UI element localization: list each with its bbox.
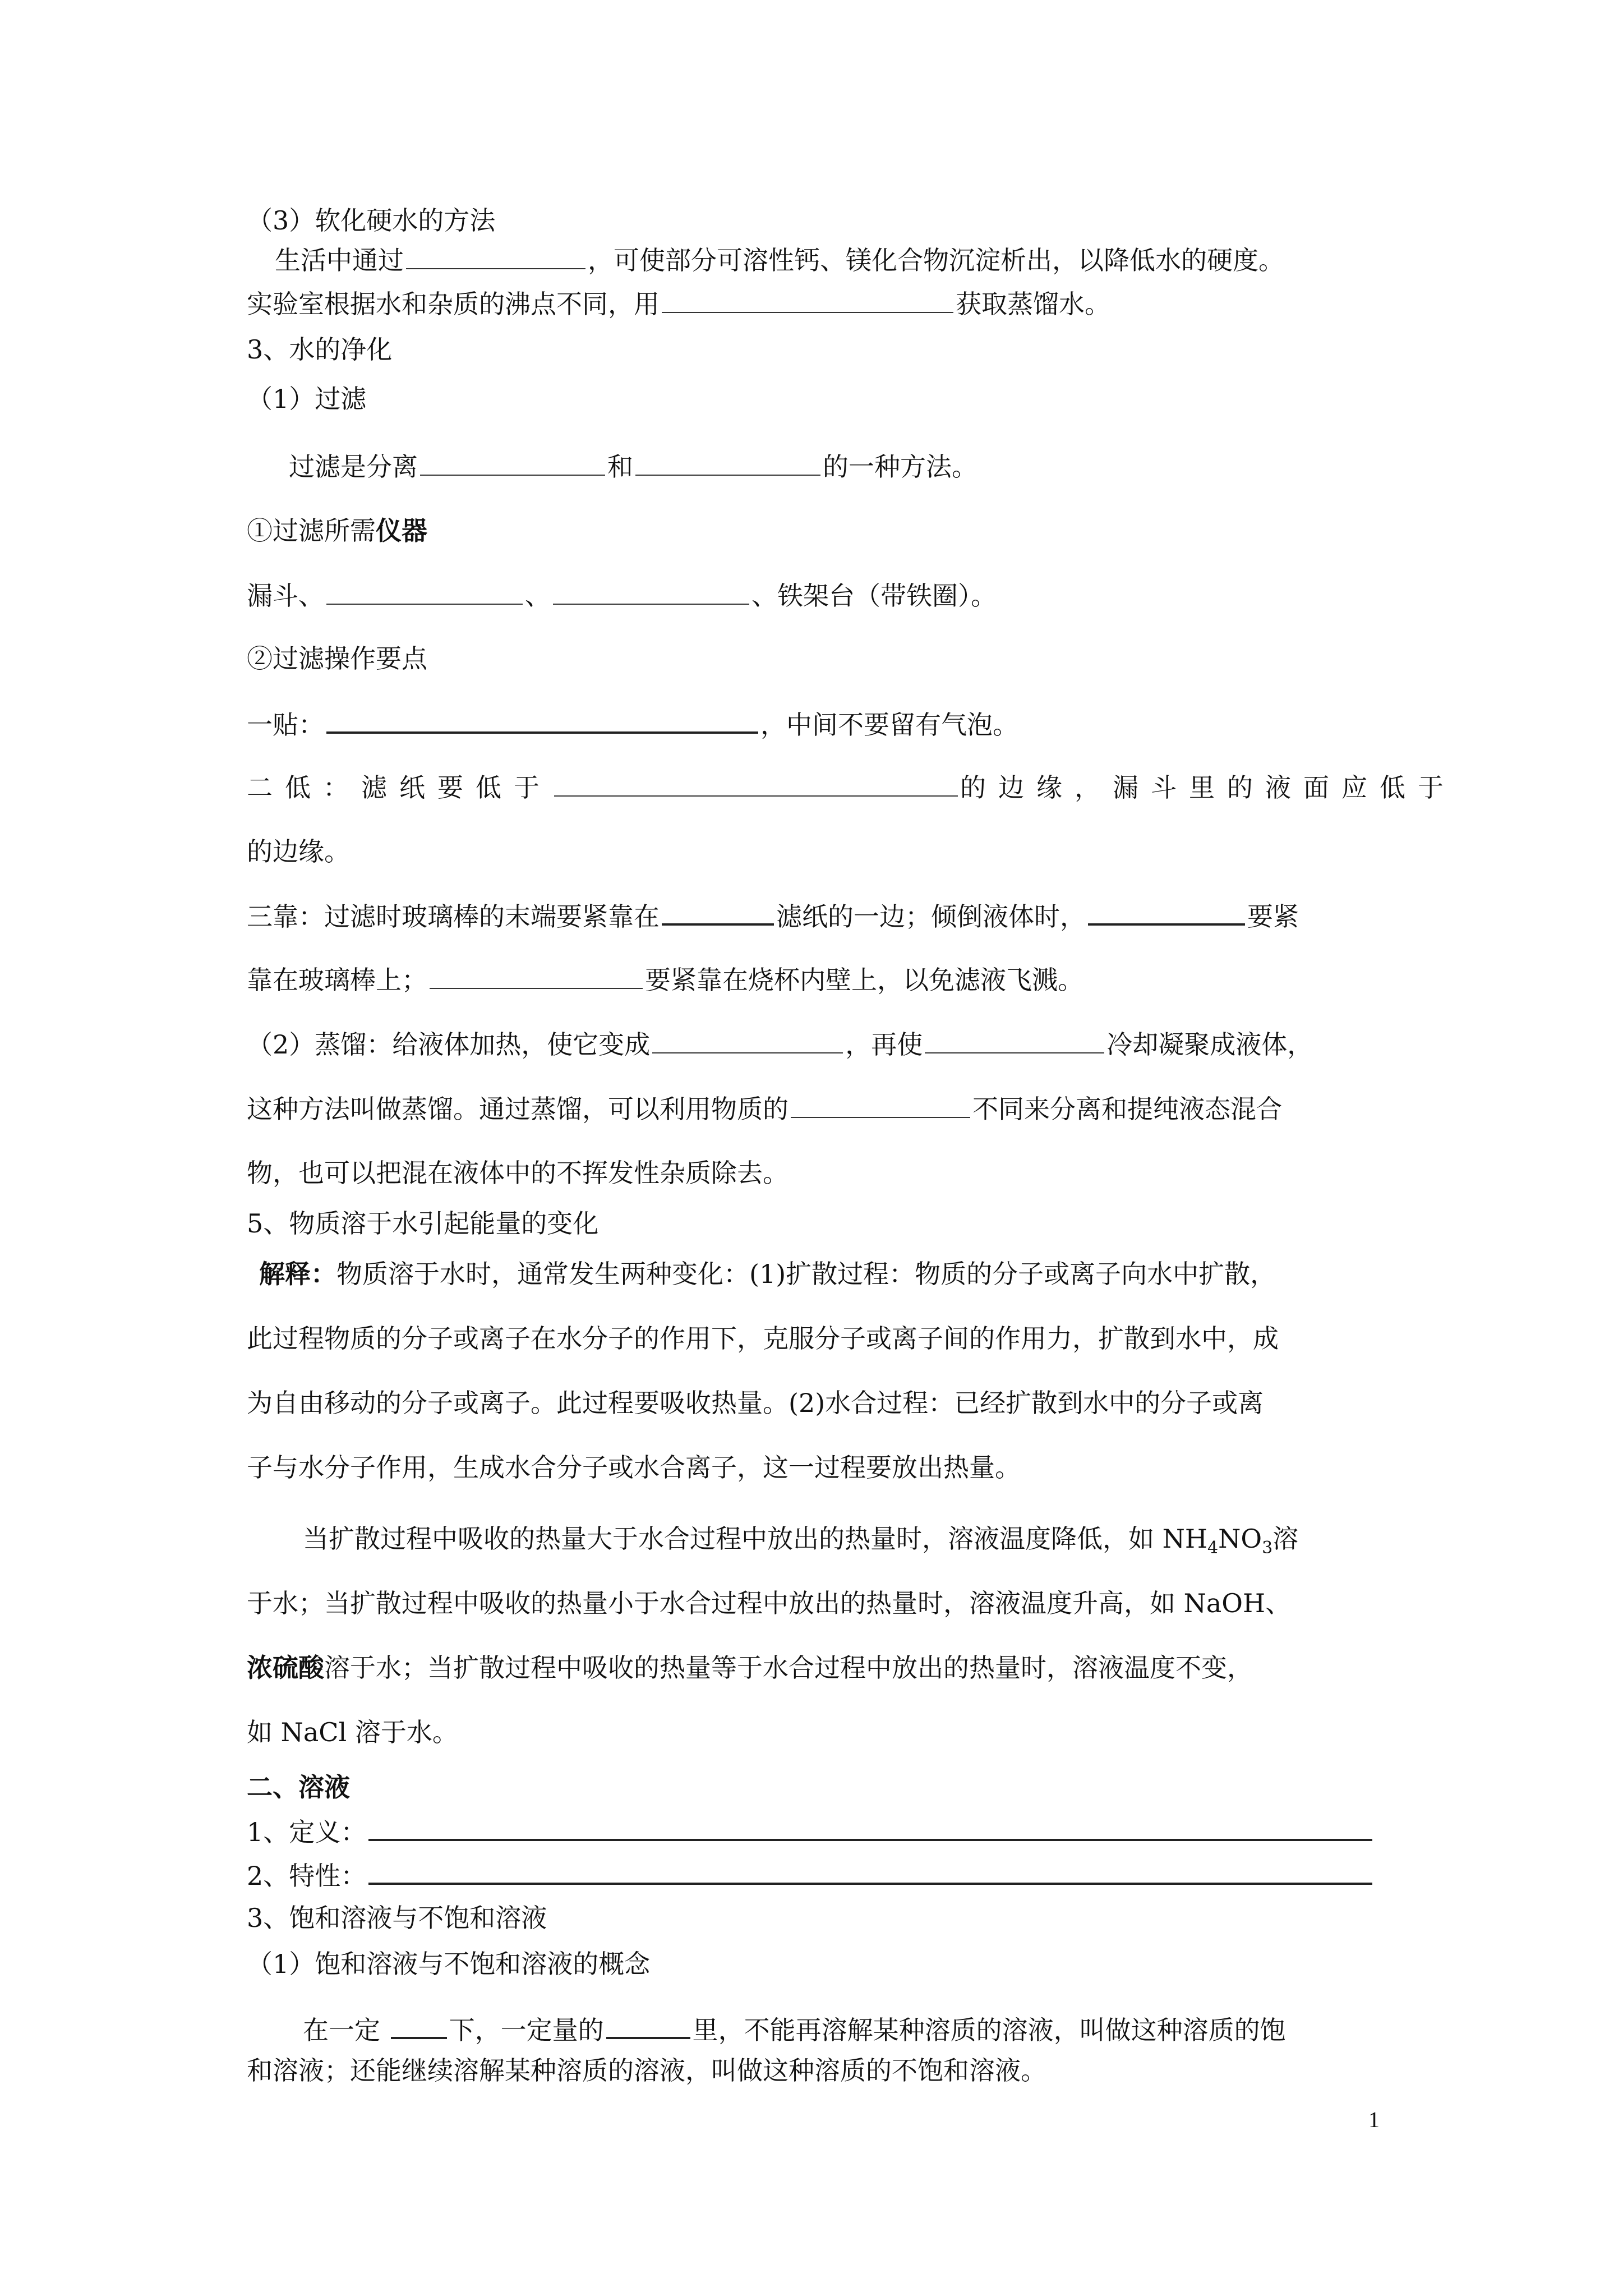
- definition-line: [247, 1813, 1391, 1849]
- blank-instrument-1[interactable]: [326, 578, 523, 605]
- sankao-line-2: [247, 962, 1391, 997]
- sankao-line-1: [247, 898, 1391, 934]
- bold-text: 浓硫酸: [247, 1653, 324, 1683]
- concept-heading: （1）饱和溶液与不饱和溶液的概念: [247, 1949, 651, 1979]
- text: ，中间不要留有气泡。: [760, 710, 1018, 740]
- text: 不同来分离和提纯液态混合: [972, 1094, 1282, 1124]
- text: 里，不能再溶解某种溶质的溶液，叫做这种溶质的饱: [692, 2015, 1286, 2045]
- blank-instrument-2[interactable]: [553, 578, 749, 605]
- text: 冷却凝聚成液体，: [1106, 1029, 1313, 1060]
- text: 和: [607, 452, 633, 482]
- blank-filter-1[interactable]: [420, 449, 605, 476]
- text: 过滤是分离: [289, 452, 418, 482]
- blank-sankao-3[interactable]: [430, 962, 643, 989]
- bold-text: 仪器: [376, 516, 427, 546]
- text: 当扩散过程中吸收的热量大于水合过程中放出的热量时，溶液温度降低，如: [303, 1524, 1154, 1554]
- instruments-heading: [247, 513, 1391, 548]
- explanation-line-1: [259, 1257, 1403, 1291]
- explanation-line-4: 子与水分子作用，生成水合分子或水合离子，这一过程要放出热量。: [247, 1452, 1021, 1483]
- text: ①过滤所需: [247, 516, 376, 546]
- section-heading-solution: 二、溶液: [247, 1772, 350, 1802]
- blank-distill-2[interactable]: [925, 1027, 1104, 1053]
- blank-sankao-2[interactable]: [1088, 898, 1245, 926]
- text: 的一种方法。: [823, 452, 978, 482]
- text: 二低：滤纸要低于: [247, 772, 552, 803]
- section-heading-softening: （3）软化硬水的方法: [247, 205, 496, 236]
- text: 获取蒸馏水。: [956, 289, 1110, 319]
- text: 滤纸的一边；倾倒液体时，: [776, 901, 1086, 932]
- blank-yitie[interactable]: [326, 706, 758, 734]
- distillation-line-1: [247, 1027, 1391, 1062]
- distillation-line-3: 物，也可以把混在液体中的不挥发性杂质除去。: [247, 1158, 789, 1188]
- concept-line-2: 和溶液；还能继续溶解某种溶质的溶液，叫做这种溶质的不饱和溶液。: [247, 2055, 1046, 2086]
- saturated-heading: 3、饱和溶液与不饱和溶液: [247, 1903, 547, 1933]
- text: 实验室根据水和杂质的沸点不同，用: [247, 289, 660, 319]
- text: 要紧: [1247, 901, 1299, 932]
- text: 的边缘，漏斗里的液面应低于: [960, 772, 1456, 803]
- blank-sankao-1[interactable]: [662, 898, 774, 926]
- text: 2、特性：: [247, 1861, 367, 1891]
- energy-para-line-1: [303, 1521, 1447, 1566]
- text: 溶: [1272, 1524, 1299, 1554]
- subscript: 3: [1262, 1538, 1273, 1558]
- formula-text: NO: [1218, 1524, 1262, 1554]
- blank-erdi[interactable]: [554, 770, 958, 797]
- text: 下，一定量的: [449, 2015, 604, 2045]
- blank-concept-2[interactable]: [606, 2011, 690, 2039]
- blank-definition[interactable]: [368, 1813, 1372, 1841]
- subscript: 4: [1207, 1538, 1219, 1558]
- distillation-line-2: [247, 1091, 1391, 1126]
- text: 物质溶于水时，通常发生两种变化：(1)扩散过程：物质的分子或离子向水中扩散，: [336, 1259, 1276, 1289]
- bold-text: 解释：: [259, 1259, 336, 1289]
- property-line: [247, 1857, 1391, 1893]
- text: 、: [525, 581, 551, 611]
- explanation-line-2: 此过程物质的分子或离子在水分子的作用下，克服分子或离子间的作用力，扩散到水中，成: [247, 1323, 1279, 1354]
- subheading-filtration: （1）过滤: [247, 384, 367, 414]
- page-number: 1: [1368, 2107, 1380, 2132]
- text: 溶于水；当扩散过程中吸收的热量等于水合过程中放出的热量时，溶液温度不变，: [324, 1653, 1253, 1683]
- text: ，再使: [845, 1029, 923, 1060]
- text: （2）蒸馏：给液体加热，使它变成: [247, 1029, 651, 1060]
- section-heading-energy: 5、物质溶于水引起能量的变化: [247, 1208, 599, 1239]
- blank-distill-1[interactable]: [652, 1027, 843, 1053]
- softening-line-2: [247, 286, 1391, 321]
- formula-text: NH: [1162, 1524, 1207, 1554]
- yitie-line: [247, 706, 1391, 742]
- text: 要紧靠在烧杯内壁上，以免滤液飞溅。: [645, 965, 1083, 995]
- filtration-definition: [289, 449, 1433, 484]
- softening-line-1: [275, 242, 1419, 278]
- text: 三靠：过滤时玻璃棒的末端要紧靠在: [247, 901, 660, 932]
- erdi-line-1: [247, 770, 1456, 805]
- text: 1、定义：: [247, 1817, 367, 1847]
- instruments-line: [247, 578, 1391, 613]
- text: 、铁架台（带铁圈）。: [751, 581, 997, 611]
- energy-para-line-2: 于水；当扩散过程中吸收的热量小于水合过程中放出的热量时，溶液温度升高，如 NaOH、: [247, 1588, 1292, 1618]
- text: ，可使部分可溶性钙、镁化合物沉淀析出，以降低水的硬度。: [588, 245, 1284, 275]
- text: 靠在玻璃棒上；: [247, 965, 427, 995]
- text: 在一定: [303, 2015, 380, 2045]
- erdi-line-2: 的边缘。: [247, 836, 350, 867]
- operation-points-heading: ②过滤操作要点: [247, 643, 427, 674]
- energy-para-line-3: [247, 1650, 1391, 1685]
- blank-property[interactable]: [368, 1857, 1372, 1885]
- explanation-line-3: 为自由移动的分子或离子。此过程要吸收热量。(2)水合过程：已经扩散到水中的分子或离: [247, 1388, 1264, 1418]
- section-heading-purification: 3、水的净化: [247, 334, 393, 365]
- energy-para-line-4: 如 NaCl 溶于水。: [247, 1717, 458, 1747]
- blank-filter-2[interactable]: [635, 449, 820, 476]
- concept-line-1: [303, 2011, 1447, 2047]
- blank-distill-3[interactable]: [791, 1091, 970, 1118]
- text: 漏斗、: [247, 581, 324, 611]
- blank-boiling[interactable]: [406, 242, 585, 269]
- text: 生活中通过: [275, 245, 404, 275]
- blank-concept-1[interactable]: [391, 2011, 447, 2039]
- text: 这种方法叫做蒸馏。通过蒸馏，可以利用物质的: [247, 1094, 789, 1124]
- blank-distillation[interactable]: [662, 286, 953, 313]
- text: 一贴：: [247, 710, 324, 740]
